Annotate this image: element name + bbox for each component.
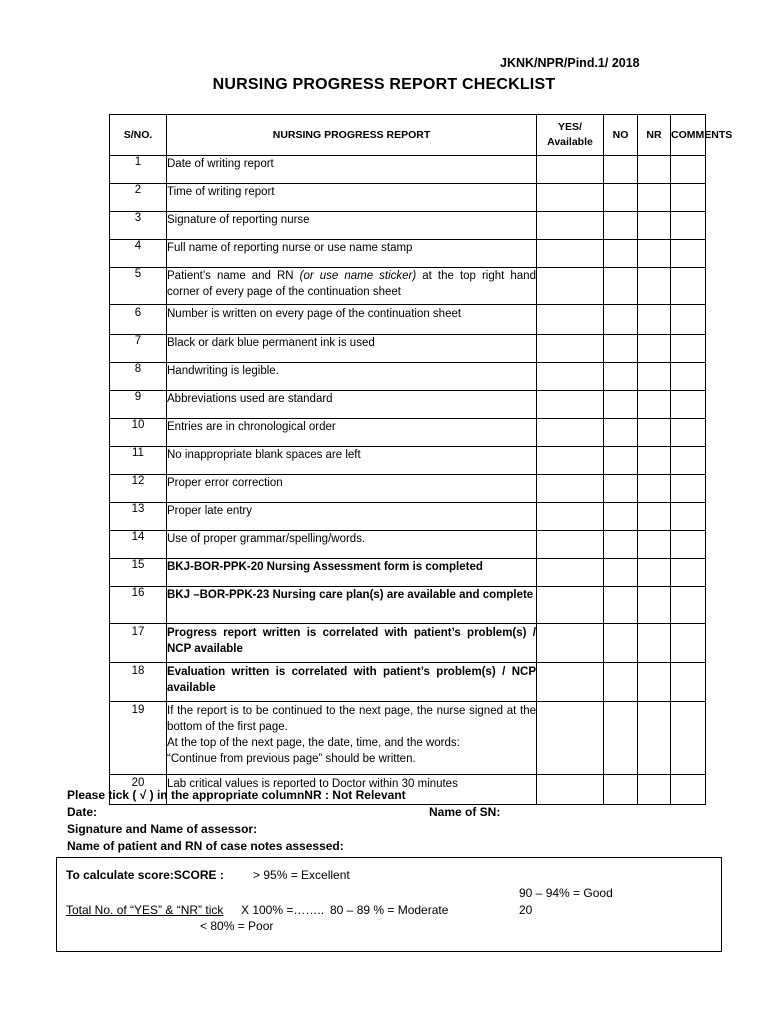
date-label: Date: [67,805,98,819]
yes-cell[interactable] [537,212,604,240]
table-row [110,559,706,587]
row-number: 12 [110,475,167,503]
date-line [67,804,707,821]
score-numerator: Total No. of “YES” & “NR” tick [66,903,224,917]
row-item: Handwriting is legible. [167,363,537,391]
table-row [110,184,706,212]
header-comments: COMMENTS [671,115,706,156]
no-cell[interactable] [604,156,638,184]
yes-cell[interactable] [537,419,604,447]
header-nr: NR [638,115,671,156]
nr-cell[interactable] [638,184,671,212]
table-row [110,447,706,475]
yes-cell[interactable] [537,335,604,363]
yes-cell[interactable] [537,447,604,475]
table-row [110,702,706,775]
no-cell[interactable] [604,475,638,503]
no-cell[interactable] [604,391,638,419]
row-item: Date of writing report [167,156,537,184]
no-cell[interactable] [604,447,638,475]
no-cell[interactable] [604,419,638,447]
comments-cell[interactable] [671,184,706,212]
header-no: NO [604,115,638,156]
table-row [110,212,706,240]
table-row [110,268,706,305]
comments-cell[interactable] [671,587,706,624]
tick-instruction: Please tick ( √ ) in the appropriate columnNR : Not Relevant [67,788,406,802]
header-sno: S/NO. [110,115,167,156]
comments-cell[interactable] [671,363,706,391]
comments-cell[interactable] [671,475,706,503]
comments-cell[interactable] [671,559,706,587]
score-denominator: 20 [519,903,533,917]
table-row [110,305,706,335]
row-number: 11 [110,447,167,475]
notes-section [67,787,707,855]
nr-cell[interactable] [638,212,671,240]
comments-cell[interactable] [671,531,706,559]
row-item: Proper error correction [167,475,537,503]
comments-cell[interactable] [671,419,706,447]
row-number: 5 [110,268,167,305]
row-number: 16 [110,587,167,624]
score-excellent: > 95% = Excellent [253,868,350,882]
score-good: 90 – 94% = Good [519,886,613,900]
row-number: 20 [110,775,167,805]
yes-cell[interactable] [537,156,604,184]
table-row [110,240,706,268]
comments-cell[interactable] [671,391,706,419]
nr-cell[interactable] [638,156,671,184]
nr-cell[interactable] [638,447,671,475]
no-cell[interactable] [604,531,638,559]
no-cell[interactable] [604,559,638,587]
nr-cell[interactable] [638,419,671,447]
table-row [110,363,706,391]
table-row [110,531,706,559]
comments-cell[interactable] [671,624,706,663]
row-number: 7 [110,335,167,363]
row-item-text-italic: (or use name sticker) [299,270,417,282]
nr-cell[interactable] [638,240,671,268]
row-item: Lab critical values is reported to Doctor within 30 minutes [167,775,537,805]
sn-name-label: Name of SN: [429,805,501,819]
row-item: No inappropriate blank spaces are left [167,447,537,475]
yes-cell[interactable] [537,531,604,559]
row-item: BKJ-BOR-PPK-20 Nursing Assessment form is completed [167,559,537,587]
row-item: Abbreviations used are standard [167,391,537,419]
no-cell[interactable] [604,624,638,663]
yes-cell[interactable] [537,702,604,775]
table-row [110,156,706,184]
yes-cell[interactable] [537,587,604,624]
nr-cell[interactable] [638,587,671,624]
table-row [110,475,706,503]
header-yes-line1: YES/ [558,121,582,133]
row-number: 14 [110,531,167,559]
header-report: NURSING PROGRESS REPORT [167,115,537,156]
assessor-label: Signature and Name of assessor: [67,822,258,836]
row-item: Progress report written is correlated with patient’s problem(s) / NCP available [167,624,537,663]
row-number: 19 [110,702,167,775]
score-moderate: 80 – 89 % = Moderate [330,903,449,917]
score-box [56,857,722,952]
yes-cell[interactable] [537,363,604,391]
no-cell[interactable] [604,587,638,624]
row-item: Full name of reporting nurse or use name stamp [167,240,537,268]
no-cell[interactable] [604,663,638,702]
comments-cell[interactable] [671,503,706,531]
row-item: Black or dark blue permanent ink is used [167,335,537,363]
score-multiplier: X 100% =…….. [241,903,325,917]
row-item-text-c: at the top right hand corner of every page of the continuation sheet [167,270,536,298]
yes-cell[interactable] [537,184,604,212]
nr-cell[interactable] [638,335,671,363]
nr-cell[interactable] [638,531,671,559]
table-row [110,335,706,363]
row-item: Entries are in chronological order [167,419,537,447]
nr-cell[interactable] [638,624,671,663]
page-title: NURSING PROGRESS REPORT CHECKLIST [212,76,556,93]
row-item-text-a: Patient’s name and RN [167,270,300,282]
comments-cell[interactable] [671,305,706,335]
nr-cell[interactable] [638,305,671,335]
yes-cell[interactable] [537,391,604,419]
row-item: Proper late entry [167,503,537,531]
yes-cell[interactable] [537,240,604,268]
no-cell[interactable] [604,503,638,531]
no-cell[interactable] [604,363,638,391]
comments-cell[interactable] [671,268,706,305]
no-cell[interactable] [604,305,638,335]
row-item: Signature of reporting nurse [167,212,537,240]
row-item-line-2: At the top of the next page, the date, time, and the words: [167,737,460,749]
table-row [110,587,706,624]
nr-cell[interactable] [638,363,671,391]
row-number: 15 [110,559,167,587]
yes-cell[interactable] [537,475,604,503]
comments-cell[interactable] [671,335,706,363]
nr-cell[interactable] [638,702,671,775]
comments-cell[interactable] [671,156,706,184]
table-row [110,391,706,419]
row-number: 2 [110,184,167,212]
row-number: 10 [110,419,167,447]
comments-cell[interactable] [671,702,706,775]
no-cell[interactable] [604,702,638,775]
header-yes-line2: Available [547,136,593,148]
table-header-row [110,115,706,156]
row-item-line-1: If the report is to be continued to the next page, the nurse signed at the bottom of the first page. [167,705,536,733]
score-calc-label: To calculate score:SCORE : [66,868,224,882]
row-number: 8 [110,363,167,391]
row-number: 17 [110,624,167,663]
comments-cell[interactable] [671,240,706,268]
yes-cell[interactable] [537,663,604,702]
comments-cell[interactable] [671,447,706,475]
nr-cell[interactable] [638,559,671,587]
table-row [110,503,706,531]
yes-cell[interactable] [537,503,604,531]
table-row [110,419,706,447]
row-item: Use of proper grammar/spelling/words. [167,531,537,559]
row-item-line-3: “Continue from previous page” should be written. [167,753,416,765]
no-cell[interactable] [604,268,638,305]
row-number: 18 [110,663,167,702]
row-item [167,268,537,305]
nr-cell[interactable] [638,475,671,503]
yes-cell[interactable] [537,268,604,305]
document-reference: JKNK/NPR/Pind.1/ 2018 [500,56,640,70]
row-item: Evaluation written is correlated with patient’s problem(s) / NCP available [167,663,537,702]
row-number: 1 [110,156,167,184]
header-yes [537,115,604,156]
nr-cell[interactable] [638,268,671,305]
patient-label: Name of patient and RN of case notes assessed: [67,839,344,853]
yes-cell[interactable] [537,559,604,587]
nr-cell[interactable] [638,503,671,531]
row-number: 4 [110,240,167,268]
row-item [167,702,537,775]
row-number: 3 [110,212,167,240]
no-cell[interactable] [604,212,638,240]
nr-cell[interactable] [638,663,671,702]
yes-cell[interactable] [537,305,604,335]
row-number: 13 [110,503,167,531]
yes-cell[interactable] [537,624,604,663]
row-number: 6 [110,305,167,335]
nr-cell[interactable] [638,391,671,419]
row-item: BKJ –BOR-PPK-23 Nursing care plan(s) are available and complete [167,587,537,624]
table-row [110,624,706,663]
no-cell[interactable] [604,240,638,268]
no-cell[interactable] [604,184,638,212]
checklist-table [109,114,733,805]
row-number: 9 [110,391,167,419]
no-cell[interactable] [604,335,638,363]
table-row [110,663,706,702]
row-item: Number is written on every page of the continuation sheet [167,305,537,335]
row-item: Time of writing report [167,184,537,212]
comments-cell[interactable] [671,212,706,240]
score-poor: < 80% = Poor [200,919,274,933]
comments-cell[interactable] [671,663,706,702]
